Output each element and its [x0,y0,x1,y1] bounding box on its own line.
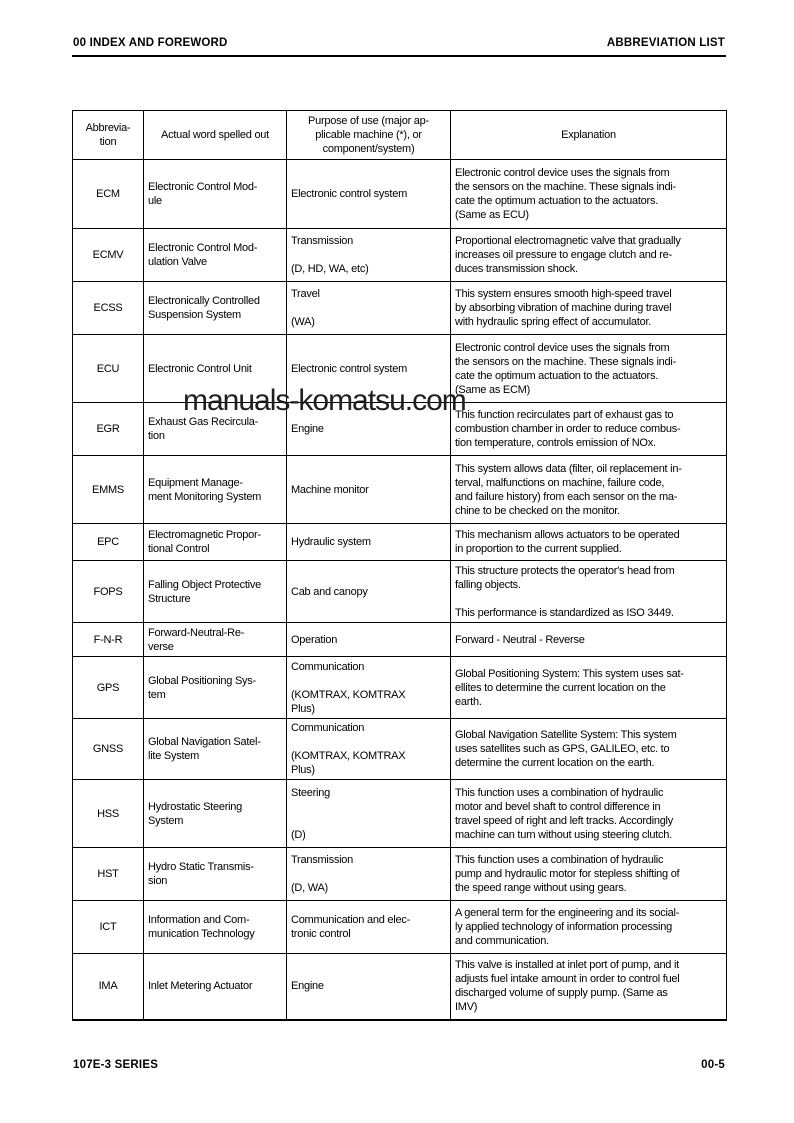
table-row [73,561,727,623]
table-header-row [73,111,727,160]
cell-abbr: ECSS [73,282,144,335]
cell-purpose: Transmission (D, HD, WA, etc) [287,229,451,282]
cell-abbr: EGR [73,403,144,456]
cell-explanation: This function recirculates part of exhaust gas to combustion chamber in order to reduce combus- tion temperature, controls emission of NOx. [451,403,727,456]
cell-explanation: Electronic control device uses the signals from the sensors on the machine. These signals indi- cate the optimum actuation to the actuators. (Same as ECM) [451,335,727,403]
cell-purpose: Machine monitor [287,456,451,524]
cell-purpose: Transmission (D, WA) [287,848,451,901]
table-row [73,229,727,282]
cell-abbr: EPC [73,524,144,561]
cell-purpose: Communication and elec- tronic control [287,901,451,954]
table-row [73,282,727,335]
cell-abbr: HSS [73,780,144,848]
cell-purpose: Hydraulic system [287,524,451,561]
cell-purpose: Communication (KOMTRAX, KOMTRAX Plus) [287,657,451,719]
table-row [73,848,727,901]
cell-word: Electromagnetic Propor- tional Control [144,524,287,561]
abbreviation-table [72,110,727,1021]
cell-explanation: Forward - Neutral - Reverse [451,623,727,657]
cell-explanation: This valve is installed at inlet port of pump, and it adjusts fuel intake amount in order to control fuel discharged volume of supply pump. (Same as IMV) [451,954,727,1020]
cell-purpose: Steering (D) [287,780,451,848]
cell-word: Electronic Control Mod- ule [144,160,287,229]
cell-word: Global Positioning Sys- tem [144,657,287,719]
page-subject: ABBREVIATION LIST [606,37,725,49]
cell-word: Forward-Neutral-Re- verse [144,623,287,657]
cell-word: Hydrostatic Steering System [144,780,287,848]
cell-word: Exhaust Gas Recircula- tion [144,403,287,456]
cell-abbr: IMA [73,954,144,1020]
cell-abbr: FOPS [73,561,144,623]
cell-explanation: Global Positioning System: This system uses sat- ellites to determine the current location on the earth. [451,657,727,719]
table-row [73,623,727,657]
cell-abbr: GNSS [73,719,144,780]
table-row [73,719,727,780]
cell-purpose: Cab and canopy [287,561,451,623]
table-row [73,524,727,561]
page-header [73,37,725,49]
footer-page-number: 00-5 [701,1059,725,1071]
cell-word: Falling Object Protective Structure [144,561,287,623]
cell-purpose: Engine [287,954,451,1020]
cell-explanation: Electronic control device uses the signals from the sensors on the machine. These signals indi- cate the optimum actuation to the actuators. (Same as ECU) [451,160,727,229]
cell-purpose: Communication (KOMTRAX, KOMTRAX Plus) [287,719,451,780]
cell-explanation: This system allows data (filter, oil replacement in- terval, malfunctions on machine, failure code, and failure history) from each sensor on the ma- chine to be checked on the monitor. [451,456,727,524]
cell-abbr: HST [73,848,144,901]
cell-word: Equipment Manage- ment Monitoring System [144,456,287,524]
cell-abbr: ECU [73,335,144,403]
cell-explanation: This function uses a combination of hydraulic motor and bevel shaft to control difference in travel speed of right and left tracks. Accordingly machine can turn without using steering clutch. [451,780,727,848]
cell-word: Electronically Controlled Suspension System [144,282,287,335]
cell-word: Hydro Static Transmis- sion [144,848,287,901]
table-row [73,780,727,848]
cell-abbr: ICT [73,901,144,954]
cell-explanation: A general term for the engineering and its social- ly applied technology of information processing and communication. [451,901,727,954]
watermark: manuals-komatsu.com [183,384,466,417]
table-row [73,657,727,719]
table-row [73,160,727,229]
cell-abbr: ECM [73,160,144,229]
section-title: 00 INDEX AND FOREWORD [73,37,228,49]
table-row [73,456,727,524]
col-header-actual-word: Actual word spelled out [144,111,287,160]
cell-explanation: Proportional electromagnetic valve that gradually increases oil pressure to engage clutch and re- duces transmission shock. [451,229,727,282]
cell-purpose: Travel (WA) [287,282,451,335]
cell-abbr: EMMS [73,456,144,524]
cell-abbr: ECMV [73,229,144,282]
cell-abbr: GPS [73,657,144,719]
cell-explanation: This function uses a combination of hydraulic pump and hydraulic motor for stepless shifting of the speed range without using gears. [451,848,727,901]
cell-purpose: Electronic control system [287,160,451,229]
cell-purpose: Electronic control system [287,335,451,403]
cell-word: Electronic Control Mod- ulation Valve [144,229,287,282]
cell-abbr: F-N-R [73,623,144,657]
footer-series: 107E-3 SERIES [73,1059,159,1071]
page-footer [73,1059,725,1071]
table-row [73,954,727,1020]
col-header-abbreviation: Abbrevia- tion [73,111,144,160]
cell-explanation: This mechanism allows actuators to be operated in proportion to the current supplied. [451,524,727,561]
abbreviation-table-body [73,160,727,1020]
col-header-explanation: Explanation [451,111,727,160]
cell-explanation: This structure protects the operator's head from falling objects. This performance is standardized as ISO 3449. [451,561,727,623]
cell-word: Inlet Metering Actuator [144,954,287,1020]
cell-purpose: Engine [287,403,451,456]
cell-word: Global Navigation Satel- lite System [144,719,287,780]
cell-explanation: This system ensures smooth high-speed travel by absorbing vibration of machine during travel with hydraulic spring effect of accumulator. [451,282,727,335]
col-header-purpose: Purpose of use (major ap- plicable machine (*), or component/system) [287,111,451,160]
cell-word: Information and Com- munication Technology [144,901,287,954]
cell-purpose: Operation [287,623,451,657]
table-row [73,901,727,954]
header-rule [72,55,726,57]
cell-explanation: Global Navigation Satellite System: This system uses satellites such as GPS, GALILEO, etc. to determine the current location on the earth. [451,719,727,780]
cell-word: Electronic Control Unit [144,335,287,403]
